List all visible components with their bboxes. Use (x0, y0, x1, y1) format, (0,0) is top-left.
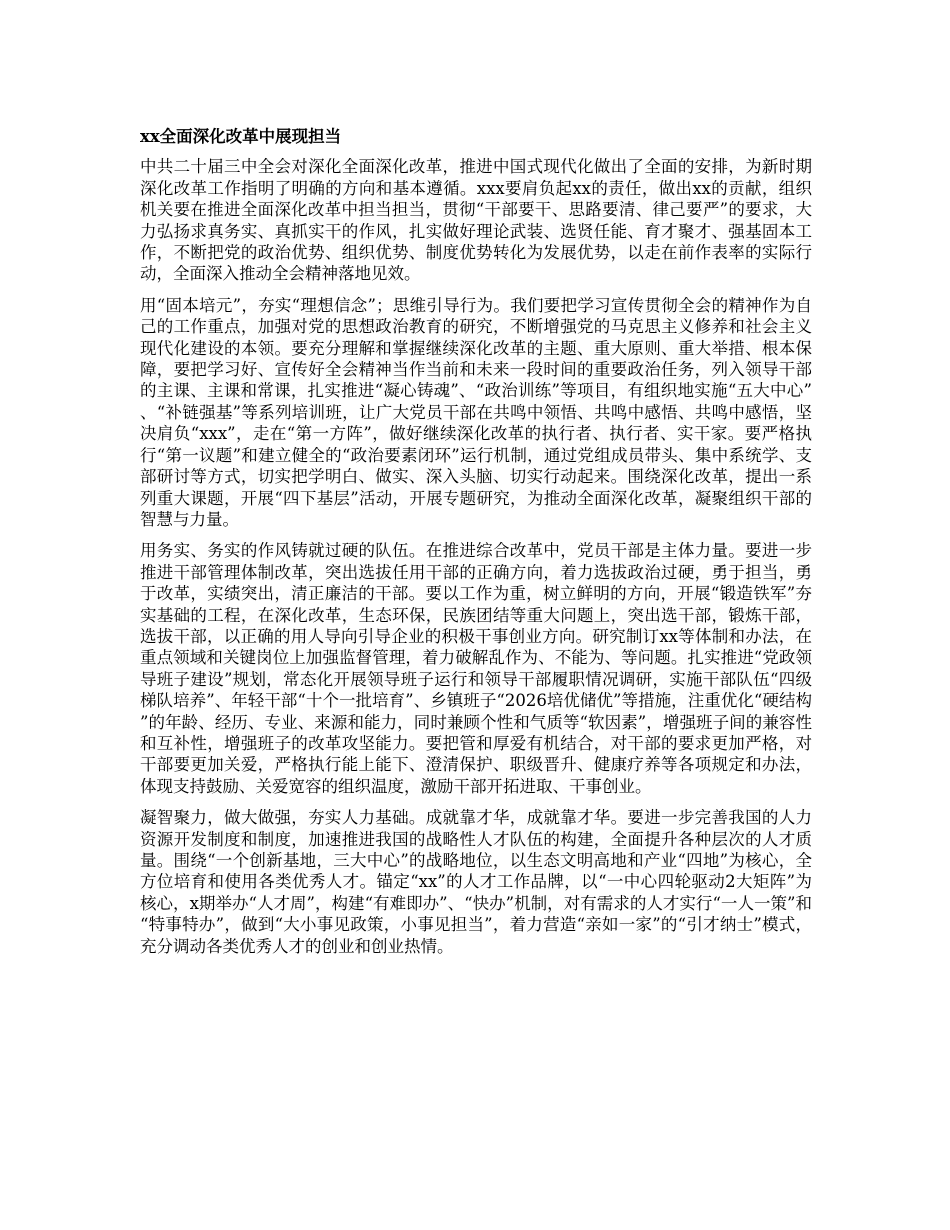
paragraph-cadre-team: 用务实、务实的作风铸就过硬的队伍。在推进综合改革中，党员干部是主体力量。要进一步推进干部管理体制改革，突出选拔任用干部的正确方向，着力选拔政治过硬，勇于担当，勇于改革，实绩突出，清正廉洁的干部。要以工作为重，树立鲜明的方向，开展“锻造铁军”夯实基础的工程，在深化改革，生态环保，民族团结等重大问题上，突出选干部，锻炼干部，选拔干部，以正确的用人导向引导企业的积极干事创业方向。研究制订xx等体制和办法，在重点领域和关键岗位上加强监督管理，着力破解乱作为、不能为、等问题。扎实推进“党政领导班子建设”规划，常态化开展领导班子运行和领导干部履职情况调研，实施干部队伍“四级梯队培养”、年轻干部“十个一批培育”、乡镇班子“2026培优储优”等措施，注重优化“硬结构”的年龄、经历、专业、来源和能力，同时兼顾个性和气质等“软因素”，增强班子间的兼容性和互补性，增强班子的改革攻坚能力。要把管和厚爱有机结合，对干部的要求更加严格，对干部要更加关爱，严格执行能上能下、澄清保护、职级晋升、健康疗养等各项规定和办法，体现支持鼓励、关爱宽容的组织温度，激励干部开拓进取、干事创业。 (140, 541, 812, 796)
paragraph-talent: 凝智聚力，做大做强，夯实人力基础。成就靠才华，成就靠才华。要进一步完善我国的人力资源开发制度和制度，加速推进我国的战略性人才队伍的构建，全面提升各种层次的人才质量。围绕“一个创新基地，三大中心”的战略地位，以生态文明高地和产业“四地”为核心，全方位培育和使用各类优秀人才。锚定“xx”的人才工作品牌，以“一中心四轮驱动2大矩阵”为核心，x期举办“人才周”，构建“有难即办”、“快办”机制，对有需求的人才实行“一人一策”和“特事特办”，做到“大小事见政策，小事见担当”，着力营造“亲如一家”的“引才纳士”模式，充分调动各类优秀人才的创业和创业热情。 (140, 808, 812, 956)
document-title: xx全面深化改革中展现担当 (140, 127, 342, 146)
paragraph-intro: 中共二十届三中全会对深化全面深化改革，推进中国式现代化做出了全面的安排，为新时期深化改革工作指明了明确的方向和基本遵循。xxx要肩负起xx的责任，做出xx的贡献，组织机关要在推进全面深化改革中担当担当，贯彻“干部要干、思路要清、律己要严”的要求，大力弘扬求真务实、真抓实干的作风，扎实做好理论武装、选贤任能、育才聚才、强基固本工作，不断把党的政治优势、组织优势、制度优势转化为发展优势，以走在前作表率的实际行动，全面深入推动全会精神落地见效。 (140, 157, 812, 284)
document-page (140, 126, 812, 967)
paragraph-ideals: 用“固本培元”，夯实“理想信念”；思维引导行为。我们要把学习宣传贯彻全会的精神作为自己的工作重点，加强对党的思想政治教育的研究，不断增强党的马克思主义修养和社会主义现代化建设的本领。要充分理解和掌握继续深化改革的主题、重大原则、重大举措、根本保障，要把学习好、宣传好全会精神当作当前和未来一段时间的重要政治任务，列入领导干部的主课、主课和常课，扎实推进“凝心铸魂”、“政治训练”等项目，有组织地实施“五大中心”、“补链强基”等系列培训班，让广大党员干部在共鸣中领悟、共鸣中感悟、共鸣中感悟，坚决肩负“xxx”，走在“第一方阵”，做好继续深化改革的执行者、执行者、实干家。要严格执行“第一议题”和建立健全的“政治要素闭环”运行机制，通过党组成员带头、集中系统学、支部研讨等方式，切实把学明白、做实、深入头脑、切实行动起来。围绕深化改革，提出一系列重大课题，开展“四下基层”活动，开展专题研究，为推动全面深化改革，凝聚组织干部的智慧与力量。 (140, 295, 812, 529)
